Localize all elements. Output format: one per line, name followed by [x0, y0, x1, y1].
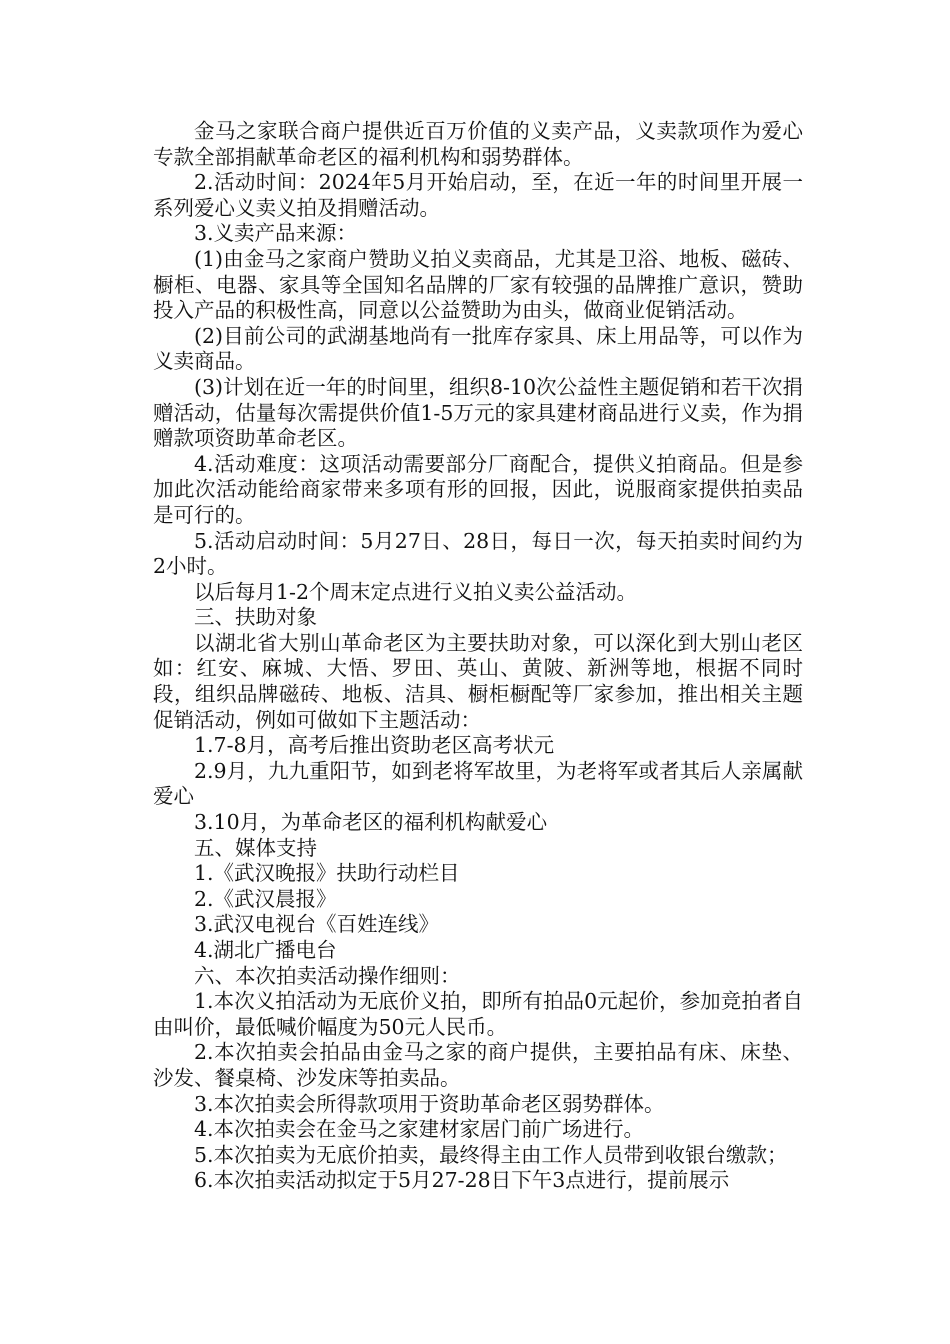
paragraph-theme-2: 2.9月，九九重阳节，如到老将军故里，为老将军或者其后人亲属献爱心 — [153, 758, 803, 809]
paragraph-media-4: 4.湖北广播电台 — [194, 938, 337, 962]
paragraph-intro: 金马之家联合商户提供近百万价值的义卖产品，义卖款项作为爱心专款全部捐献革命老区的福利机构和弱势群体。 — [153, 119, 803, 169]
paragraph-rule-4: 4.本次拍卖会在金马之家建材家居门前广场进行。 — [194, 1117, 645, 1142]
paragraph-monthly-plan: 以后每月1-2个周末定点进行义拍义卖公益活动。 — [194, 579, 638, 604]
section-heading-beneficiaries: 三、扶助对象 — [194, 605, 317, 630]
section-heading-auction-rules: 六、本次拍卖活动操作细则： — [194, 963, 461, 988]
paragraph-rule-5: 5.本次拍卖为无底价拍卖，最终得主由工作人员带到收银台缴款； — [194, 1142, 788, 1167]
paragraph-rule-2: 2.本次拍卖会拍品由金马之家的商户提供，主要拍品有床、床垫、沙发、餐桌椅、沙发床等拍卖品。 — [153, 1040, 803, 1090]
paragraph-source-item-1: (1)由金马之家商户赞助义拍义卖商品，尤其是卫浴、地板、磁砖、橱柜、电器、家具等全国知名品牌的厂家有较强的品牌推广意识，赞助投入产品的积极性高，同意以公益赞助为由头，做商业促销活动。 — [153, 246, 803, 323]
document-body — [153, 119, 803, 1194]
paragraph-launch-time: 5.活动启动时间：5月27日、28日，每日一次，每天拍卖时间约为2小时。 — [153, 528, 803, 579]
paragraph-activity-time: 2.活动时间：2024年5月开始启动，至，在近一年的时间里开展一系列爱心义卖义拍及捐赠活动。 — [153, 170, 803, 220]
paragraph-theme-1: 1.7-8月，高考后推出资助老区高考状元 — [194, 733, 555, 758]
paragraph-product-source-heading: 3.义卖产品来源： — [194, 221, 358, 246]
paragraph-rule-6: 6.本次拍卖活动拟定于5月27-28日下午3点进行，提前展示 — [194, 1168, 730, 1193]
section-heading-media: 五、媒体支持 — [194, 835, 317, 860]
paragraph-media-1: 1.《武汉晚报》扶助行动栏目 — [194, 861, 460, 886]
paragraph-activity-difficulty: 4.活动难度：这项活动需要部分厂商配合，提供义拍商品。但是参加此次活动能给商家带来多项有形的回报，因此，说服商家提供拍卖品是可行的。 — [153, 451, 803, 527]
paragraph-source-item-2: (2)目前公司的武湖基地尚有一批库存家具、床上用品等，可以作为义卖商品。 — [153, 323, 803, 374]
paragraph-theme-3: 3.10月，为革命老区的福利机构献爱心 — [194, 810, 548, 835]
paragraph-beneficiaries: 以湖北省大别山革命老区为主要扶助对象，可以深化到大别山老区如：红安、麻城、大悟、罗田、英山、黄陂、新洲等地，根据不同时段，组织品牌磁砖、地板、洁具、橱柜橱配等厂家参加，推出相关主题促销活动，例如可做如下主题活动： — [153, 630, 803, 732]
paragraph-rule-1: 1.本次义拍活动为无底价义拍，即所有拍品0元起价，参加竞拍者自由叫价，最低喊价幅度为50元人民币。 — [153, 989, 803, 1039]
paragraph-media-2: 2.《武汉晨报》 — [194, 886, 337, 911]
paragraph-media-3: 3.武汉电视台《百姓连线》 — [194, 912, 440, 937]
paragraph-rule-3: 3.本次拍卖会所得款项用于资助革命老区弱势群体。 — [194, 1091, 665, 1116]
paragraph-source-item-3: (3)计划在近一年的时间里，组织8-10次公益性主题促销和若干次捐赠活动，估量每次需提供价值1-5万元的家具建材商品进行义卖，作为捐赠款项资助革命老区。 — [153, 374, 803, 451]
